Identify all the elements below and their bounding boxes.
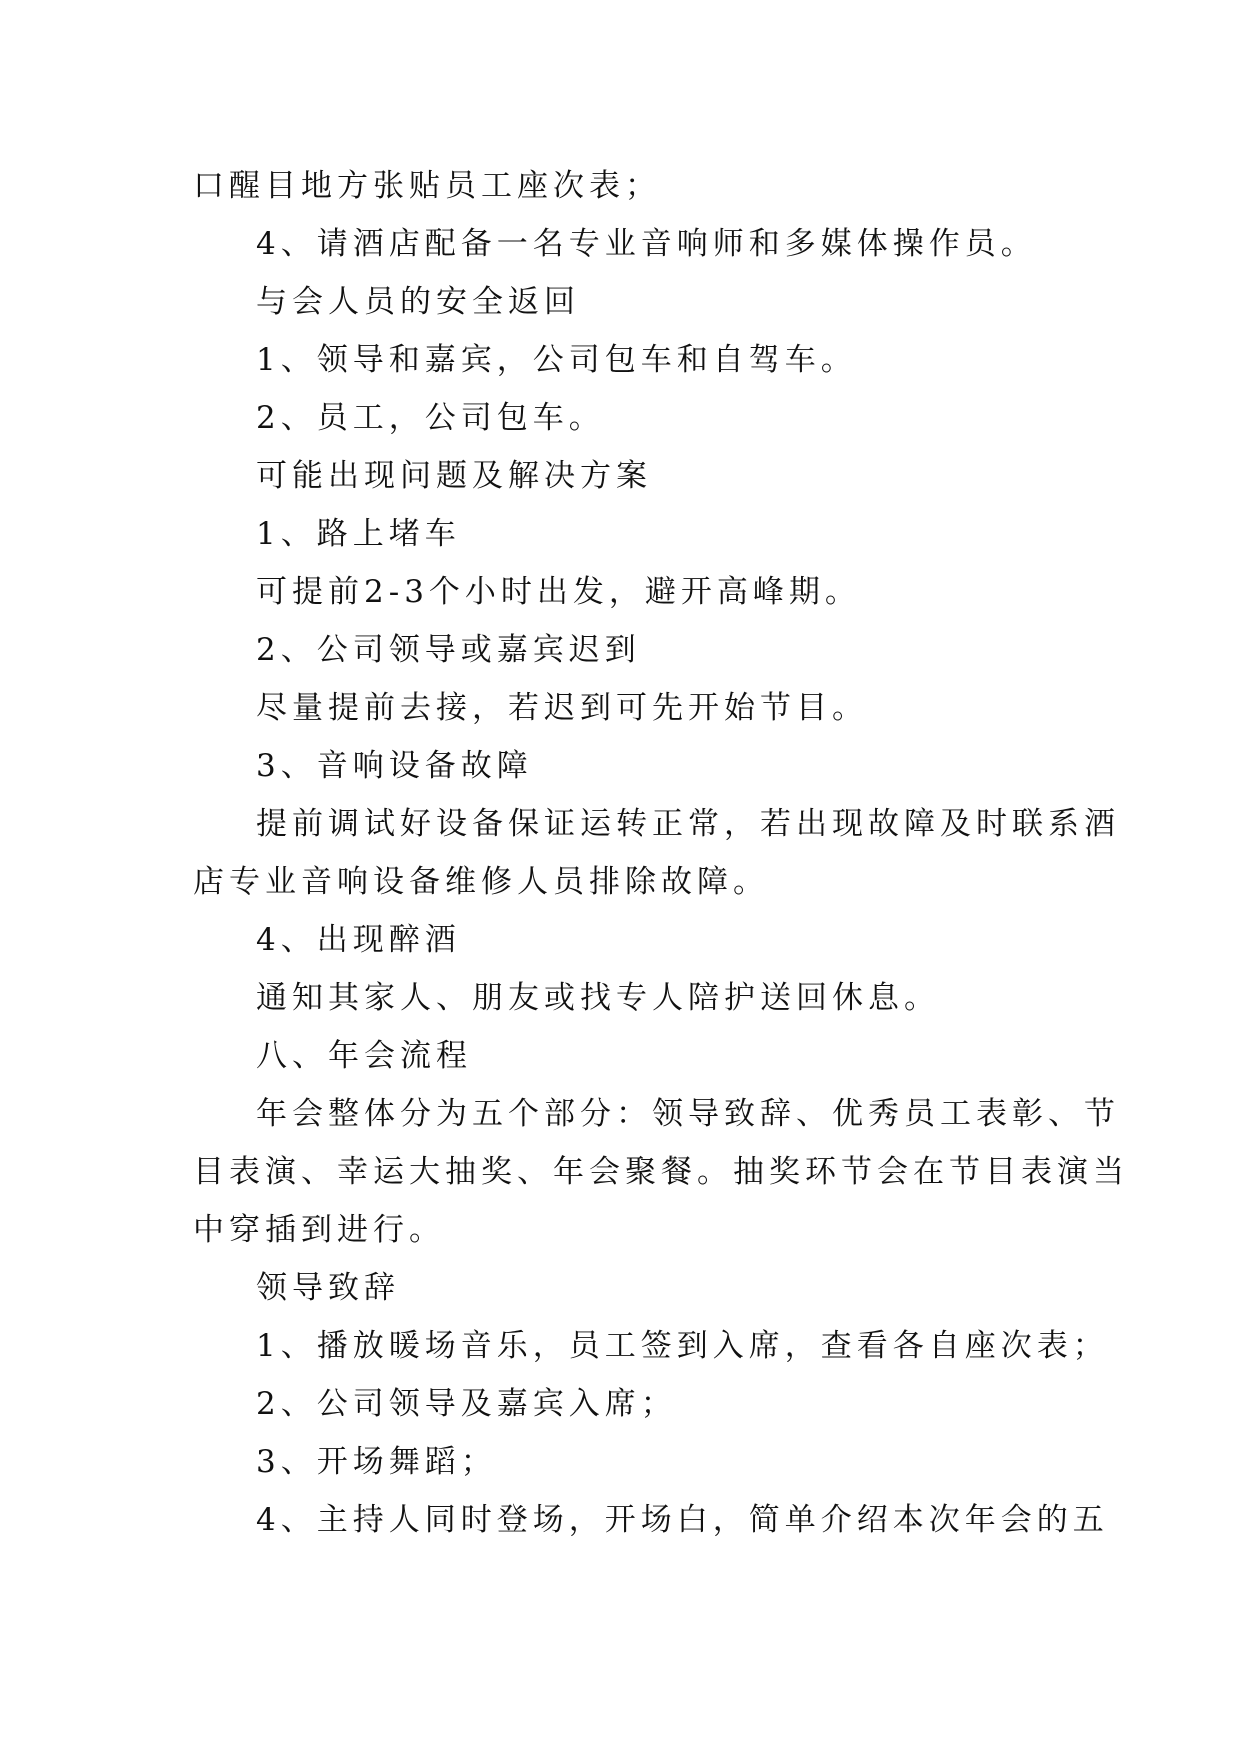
text-line: 1、路上堵车 [256, 516, 461, 552]
section-heading: 可能出现问题及解决方案 [256, 458, 652, 494]
text-line: 1、领导和嘉宾，公司包车和自驾车。 [256, 342, 857, 378]
text-line: 中穿插到进行。 [193, 1212, 445, 1248]
text-line: 2、公司领导或嘉宾迟到 [256, 632, 641, 668]
text-line: 提前调试好设备保证运转正常，若出现故障及时联系酒 [256, 806, 1120, 842]
section-heading: 八、年会流程 [256, 1038, 472, 1074]
text-line: 3、开场舞蹈； [256, 1444, 497, 1480]
text-line: 4、请酒店配备一名专业音响师和多媒体操作员。 [256, 226, 1037, 262]
text-line: 口醒目地方张贴员工座次表； [193, 168, 661, 204]
text-line: 店专业音响设备维修人员排除故障。 [193, 864, 769, 900]
text-line: 4、主持人同时登场，开场白，简单介绍本次年会的五 [256, 1502, 1109, 1538]
text-line: 1、播放暖场音乐，员工签到入席，查看各自座次表； [256, 1328, 1109, 1364]
text-line: 通知其家人、朋友或找专人陪护送回休息。 [256, 980, 940, 1016]
text-line: 4、出现醉酒 [256, 922, 461, 958]
section-heading: 与会人员的安全返回 [256, 284, 580, 320]
text-line: 可提前2-3个小时出发，避开高峰期。 [256, 574, 861, 610]
section-heading: 领导致辞 [256, 1270, 400, 1306]
text-line: 2、公司领导及嘉宾入席； [256, 1386, 677, 1422]
text-line: 尽量提前去接，若迟到可先开始节目。 [256, 690, 868, 726]
text-line: 目表演、幸运大抽奖、年会聚餐。抽奖环节会在节目表演当 [193, 1154, 1129, 1190]
text-line: 2、员工，公司包车。 [256, 400, 605, 436]
text-line: 3、音响设备故障 [256, 748, 533, 784]
text-line: 年会整体分为五个部分：领导致辞、优秀员工表彰、节 [256, 1096, 1120, 1132]
